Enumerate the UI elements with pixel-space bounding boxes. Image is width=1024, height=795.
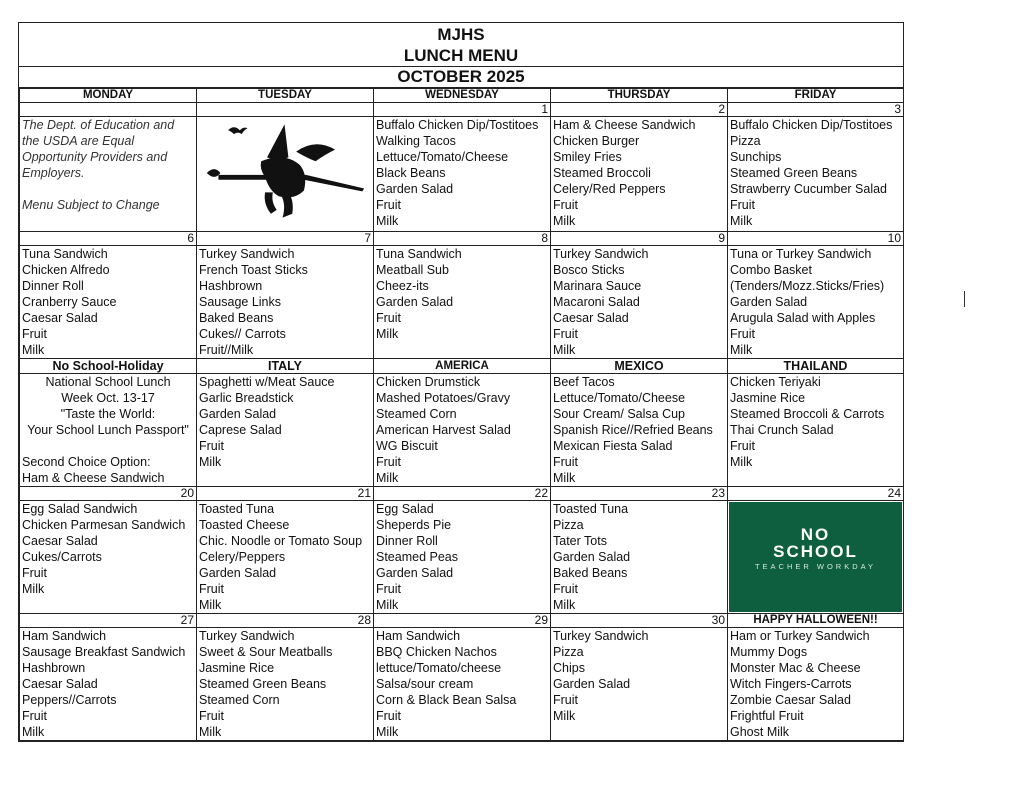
date-cell: 10 xyxy=(728,232,904,246)
menu-item: Fruit xyxy=(553,693,578,707)
menu-item: Spanish Rice//Refried Beans xyxy=(553,423,713,437)
menu-item: Tuna Sandwich xyxy=(376,247,462,261)
menu-item: Frightful Fruit xyxy=(730,709,804,723)
menu-item: Toasted Tuna xyxy=(553,502,629,516)
menu-item: Celery/Peppers xyxy=(199,550,286,564)
date-cell: 24 xyxy=(728,487,904,501)
menu-cell-thu xyxy=(551,246,728,359)
menu-item: Caesar Salad xyxy=(22,311,98,325)
scan-mark xyxy=(964,291,965,307)
menu-item: Peppers//Carrots xyxy=(22,693,117,707)
date-cell: 30 xyxy=(551,614,728,628)
menu-item: Tuna Sandwich xyxy=(22,247,108,261)
menu-item: National School Lunch xyxy=(45,375,171,389)
menu-item: Fruit xyxy=(730,439,755,453)
menu-item: Milk xyxy=(199,598,222,612)
menu-cell-fri xyxy=(728,374,904,487)
menu-item: Cranberry Sauce xyxy=(22,295,117,309)
menu-item: Fruit xyxy=(553,455,578,469)
menu-cell-fri xyxy=(728,246,904,359)
menu-item: Combo Basket xyxy=(730,263,812,277)
menu-item: Tater Tots xyxy=(553,534,607,548)
date-cell: 9 xyxy=(551,232,728,246)
menu-item: Fruit//Milk xyxy=(199,343,254,357)
menu-cell-mon xyxy=(20,501,197,614)
theme-label: MEXICO xyxy=(551,359,728,374)
date-cell: 20 xyxy=(20,487,197,501)
weekday-header: TUESDAY xyxy=(197,89,374,103)
weekday-header: THURSDAY xyxy=(551,89,728,103)
menu-cell-tue xyxy=(197,501,374,614)
menu-item: Black Beans xyxy=(376,166,446,180)
menu-item: Baked Beans xyxy=(199,311,274,325)
date-row xyxy=(20,232,904,246)
theme-label: No School-Holiday xyxy=(20,359,197,374)
date-row xyxy=(20,103,904,117)
theme-row xyxy=(20,359,904,374)
menu-item: Garden Salad xyxy=(376,566,454,580)
menu-item: Pizza xyxy=(730,134,761,148)
no-school-line3: TEACHER WORKDAY xyxy=(754,562,877,571)
menu-item: Milk xyxy=(22,725,45,739)
lunch-week-note xyxy=(20,374,197,487)
menu-item: Garden Salad xyxy=(376,295,454,309)
menu-item: Meatball Sub xyxy=(376,263,449,277)
menu-item: Opportunity Providers and xyxy=(22,150,168,164)
menu-item: Milk xyxy=(22,343,45,357)
menu-item: Ham & Cheese Sandwich xyxy=(553,118,696,132)
menu-cell-thu xyxy=(551,501,728,614)
menu-item: Walking Tacos xyxy=(376,134,456,148)
menu-cell-wed xyxy=(374,117,551,232)
menu-item: Steamed Green Beans xyxy=(199,677,327,691)
date-cell: 1 xyxy=(374,103,551,117)
theme-label: ITALY xyxy=(197,359,374,374)
menu-cell-thu xyxy=(551,628,728,741)
menu-item: Fruit xyxy=(376,311,401,325)
menu-row xyxy=(20,246,904,359)
menu-row xyxy=(20,374,904,487)
menu-item: Milk xyxy=(199,725,222,739)
menu-item: Fruit xyxy=(730,327,755,341)
menu-item: Egg Salad Sandwich xyxy=(22,502,138,516)
halloween-header: HAPPY HALLOWEEN!! xyxy=(728,614,904,628)
menu-item: Employers. xyxy=(22,166,85,180)
menu-item: Dinner Roll xyxy=(22,279,84,293)
menu-item: Ham & Cheese Sandwich xyxy=(22,471,165,485)
menu-item: Garden Salad xyxy=(199,407,277,421)
menu-item: Turkey Sandwich xyxy=(199,247,295,261)
menu-month: OCTOBER 2025 xyxy=(19,66,903,87)
menu-item: Menu Subject to Change xyxy=(22,198,160,212)
menu-item: Lettuce/Tomato/Cheese xyxy=(376,150,509,164)
menu-cell-mon xyxy=(20,628,197,741)
menu-item: Steamed Corn xyxy=(376,407,457,421)
date-cell: 27 xyxy=(20,614,197,628)
menu-item: Milk xyxy=(199,455,222,469)
menu-item: Fruit xyxy=(553,582,578,596)
menu-item: Corn & Black Bean Salsa xyxy=(376,693,517,707)
menu-item: Mexican Fiesta Salad xyxy=(553,439,673,453)
menu-item: Arugula Salad with Apples xyxy=(730,311,876,325)
menu-item: Chicken Drumstick xyxy=(376,375,481,389)
menu-item: Sunchips xyxy=(730,150,782,164)
weekday-header: FRIDAY xyxy=(728,89,904,103)
menu-cell-fri xyxy=(728,628,904,741)
weekday-header: MONDAY xyxy=(20,89,197,103)
menu-item: Thai Crunch Salad xyxy=(730,423,834,437)
menu-cell-tue xyxy=(197,246,374,359)
date-cell: 8 xyxy=(374,232,551,246)
menu-item: Celery/Red Peppers xyxy=(553,182,666,196)
menu-item: BBQ Chicken Nachos xyxy=(376,645,497,659)
menu-item: Fruit xyxy=(376,709,401,723)
menu-item: Smiley Fries xyxy=(553,150,622,164)
menu-item: Ham Sandwich xyxy=(22,629,107,643)
menu-item: Caesar Salad xyxy=(553,311,629,325)
menu-item: Ham or Turkey Sandwich xyxy=(730,629,870,643)
weekday-header-row xyxy=(20,89,904,103)
menu-cell-wed xyxy=(374,501,551,614)
menu-item: Milk xyxy=(22,582,45,596)
no-school-line2: SCHOOL xyxy=(773,542,858,561)
no-school-line1: NO xyxy=(800,525,831,544)
menu-item: Hashbrown xyxy=(199,279,263,293)
equal-opportunity-notice xyxy=(20,117,197,232)
menu-item: Milk xyxy=(376,725,399,739)
menu-row xyxy=(20,117,904,232)
date-cell: 28 xyxy=(197,614,374,628)
menu-item: Pizza xyxy=(553,645,584,659)
menu-item: Milk xyxy=(553,709,576,723)
menu-item: lettuce/Tomato/cheese xyxy=(376,661,502,675)
menu-item: Steamed Corn xyxy=(199,693,280,707)
menu-item: Caprese Salad xyxy=(199,423,282,437)
menu-item: Milk xyxy=(376,214,399,228)
menu-item: Fruit xyxy=(22,709,47,723)
menu-item: Jasmine Rice xyxy=(199,661,275,675)
menu-item: Sweet & Sour Meatballs xyxy=(199,645,333,659)
menu-cell-wed xyxy=(374,374,551,487)
menu-item: "Taste the World: xyxy=(60,407,156,421)
menu-item: Milk xyxy=(376,598,399,612)
weekday-header: WEDNESDAY xyxy=(374,89,551,103)
no-school-chalkboard xyxy=(729,502,902,612)
menu-item: Turkey Sandwich xyxy=(553,629,649,643)
menu-item: Steamed Broccoli xyxy=(553,166,651,180)
menu-item: Milk xyxy=(376,327,399,341)
date-cell: 2 xyxy=(551,103,728,117)
menu-item: Caesar Salad xyxy=(22,534,98,548)
menu-item: Fruit xyxy=(22,566,47,580)
menu-item: Your School Lunch Passport" xyxy=(27,423,189,437)
menu-item: Fruit xyxy=(199,709,224,723)
menu-item: Chicken Teriyaki xyxy=(730,375,821,389)
date-cell: 3 xyxy=(728,103,904,117)
menu-row xyxy=(20,501,904,614)
menu-title-block xyxy=(19,23,903,88)
menu-item: Chips xyxy=(553,661,585,675)
menu-grid xyxy=(19,88,904,741)
menu-cell-tue xyxy=(197,374,374,487)
menu-item: Buffalo Chicken Dip/Tostitoes xyxy=(376,118,539,132)
menu-item: Marinara Sauce xyxy=(553,279,642,293)
date-cell: 7 xyxy=(197,232,374,246)
theme-label: THAILAND xyxy=(728,359,904,374)
menu-item: Cukes// Carrots xyxy=(199,327,286,341)
menu-item: Milk xyxy=(730,343,753,357)
menu-item: Tuna or Turkey Sandwich xyxy=(730,247,872,261)
date-cell: 23 xyxy=(551,487,728,501)
menu-cell-wed xyxy=(374,628,551,741)
menu-item: Fruit xyxy=(553,327,578,341)
menu-item: Pizza xyxy=(553,518,584,532)
menu-item: Milk xyxy=(553,343,576,357)
menu-row xyxy=(20,628,904,741)
menu-cell-thu xyxy=(551,374,728,487)
menu-item: Steamed Green Beans xyxy=(730,166,858,180)
menu-item: Ham Sandwich xyxy=(376,629,461,643)
witch-image-cell xyxy=(197,117,374,232)
date-cell: 21 xyxy=(197,487,374,501)
menu-item: Sausage Breakfast Sandwich xyxy=(22,645,186,659)
lunch-menu-table xyxy=(18,22,904,742)
menu-item: Dinner Roll xyxy=(376,534,438,548)
menu-item: Sheperds Pie xyxy=(376,518,452,532)
menu-item: Steamed Peas xyxy=(376,550,458,564)
menu-item: Mummy Dogs xyxy=(730,645,808,659)
menu-item: Macaroni Salad xyxy=(553,295,640,309)
menu-item xyxy=(22,438,194,454)
menu-item: Second Choice Option: xyxy=(22,455,151,469)
menu-item: Week Oct. 13-17 xyxy=(61,391,155,405)
no-school-image-cell xyxy=(728,501,904,614)
menu-item: Egg Salad xyxy=(376,502,434,516)
menu-item: French Toast Sticks xyxy=(199,263,308,277)
menu-item: Milk xyxy=(553,471,576,485)
menu-item: Spaghetti w/Meat Sauce xyxy=(199,375,335,389)
menu-item: Cukes/Carrots xyxy=(22,550,102,564)
menu-cell-tue xyxy=(197,628,374,741)
menu-item: Steamed Broccoli & Carrots xyxy=(730,407,885,421)
menu-item: Milk xyxy=(553,598,576,612)
menu-item: Strawberry Cucumber Salad xyxy=(730,182,888,196)
menu-item: Garlic Breadstick xyxy=(199,391,294,405)
menu-item: Sausage Links xyxy=(199,295,282,309)
menu-cell-fri xyxy=(728,117,904,232)
menu-item: (Tenders/Mozz.Sticks/Fries) xyxy=(730,279,885,293)
menu-item: Milk xyxy=(730,214,753,228)
date-cell: 6 xyxy=(20,232,197,246)
menu-cell-thu xyxy=(551,117,728,232)
menu-item: Ghost Milk xyxy=(730,725,790,739)
menu-item: Fruit xyxy=(376,582,401,596)
menu-item: Garden Salad xyxy=(199,566,277,580)
menu-item: Fruit xyxy=(199,439,224,453)
menu-item: Garden Salad xyxy=(730,295,808,309)
menu-item: Monster Mac & Cheese xyxy=(730,661,861,675)
menu-item: Garden Salad xyxy=(553,550,631,564)
menu-item: Chic. Noodle or Tomato Soup xyxy=(199,534,363,548)
menu-item: Garden Salad xyxy=(376,182,454,196)
menu-item: Fruit xyxy=(199,582,224,596)
date-cell xyxy=(197,103,374,117)
menu-item: Baked Beans xyxy=(553,566,628,580)
menu-item: Beef Tacos xyxy=(553,375,615,389)
menu-item: Zombie Caesar Salad xyxy=(730,693,851,707)
menu-item: Bosco Sticks xyxy=(553,263,625,277)
menu-item: Buffalo Chicken Dip/Tostitoes xyxy=(730,118,893,132)
menu-item: Toasted Tuna xyxy=(199,502,275,516)
menu-item: Turkey Sandwich xyxy=(199,629,295,643)
menu-item: Fruit xyxy=(730,198,755,212)
menu-item: Milk xyxy=(376,471,399,485)
menu-item: Toasted Cheese xyxy=(199,518,290,532)
menu-item: Caesar Salad xyxy=(22,677,98,691)
menu-item: Sour Cream/ Salsa Cup xyxy=(553,407,686,421)
menu-cell-wed xyxy=(374,246,551,359)
menu-item: Witch Fingers-Carrots xyxy=(730,677,852,691)
date-row xyxy=(20,614,904,628)
menu-item: Milk xyxy=(730,455,753,469)
menu-item: Salsa/sour cream xyxy=(376,677,474,691)
menu-item: Mashed Potatoes/Gravy xyxy=(376,391,511,405)
menu-item: Lettuce/Tomato/Cheese xyxy=(553,391,686,405)
menu-item: Chicken Alfredo xyxy=(22,263,110,277)
date-cell: 29 xyxy=(374,614,551,628)
menu-item: Cheez-its xyxy=(376,279,429,293)
menu-title: LUNCH MENU xyxy=(403,46,519,65)
menu-item: Fruit xyxy=(376,198,401,212)
menu-item: Fruit xyxy=(22,327,47,341)
menu-item: Turkey Sandwich xyxy=(553,247,649,261)
menu-item: the USDA are Equal xyxy=(22,134,135,148)
date-cell xyxy=(20,103,197,117)
date-row xyxy=(20,487,904,501)
menu-item: Hashbrown xyxy=(22,661,86,675)
menu-item: Fruit xyxy=(376,455,401,469)
menu-item: Garden Salad xyxy=(553,677,631,691)
theme-label: AMERICA xyxy=(374,359,551,374)
menu-item: The Dept. of Education and xyxy=(22,118,175,132)
menu-item: Fruit xyxy=(553,198,578,212)
school-name: MJHS xyxy=(437,25,485,44)
menu-item xyxy=(22,181,194,197)
menu-item: Chicken Parmesan Sandwich xyxy=(22,518,186,532)
witch-icon xyxy=(199,117,371,227)
menu-item: Milk xyxy=(553,214,576,228)
menu-item: American Harvest Salad xyxy=(376,423,511,437)
menu-cell-mon xyxy=(20,246,197,359)
menu-item: WG Biscuit xyxy=(376,439,438,453)
menu-item: Chicken Burger xyxy=(553,134,640,148)
menu-item: Jasmine Rice xyxy=(730,391,806,405)
date-cell: 22 xyxy=(374,487,551,501)
